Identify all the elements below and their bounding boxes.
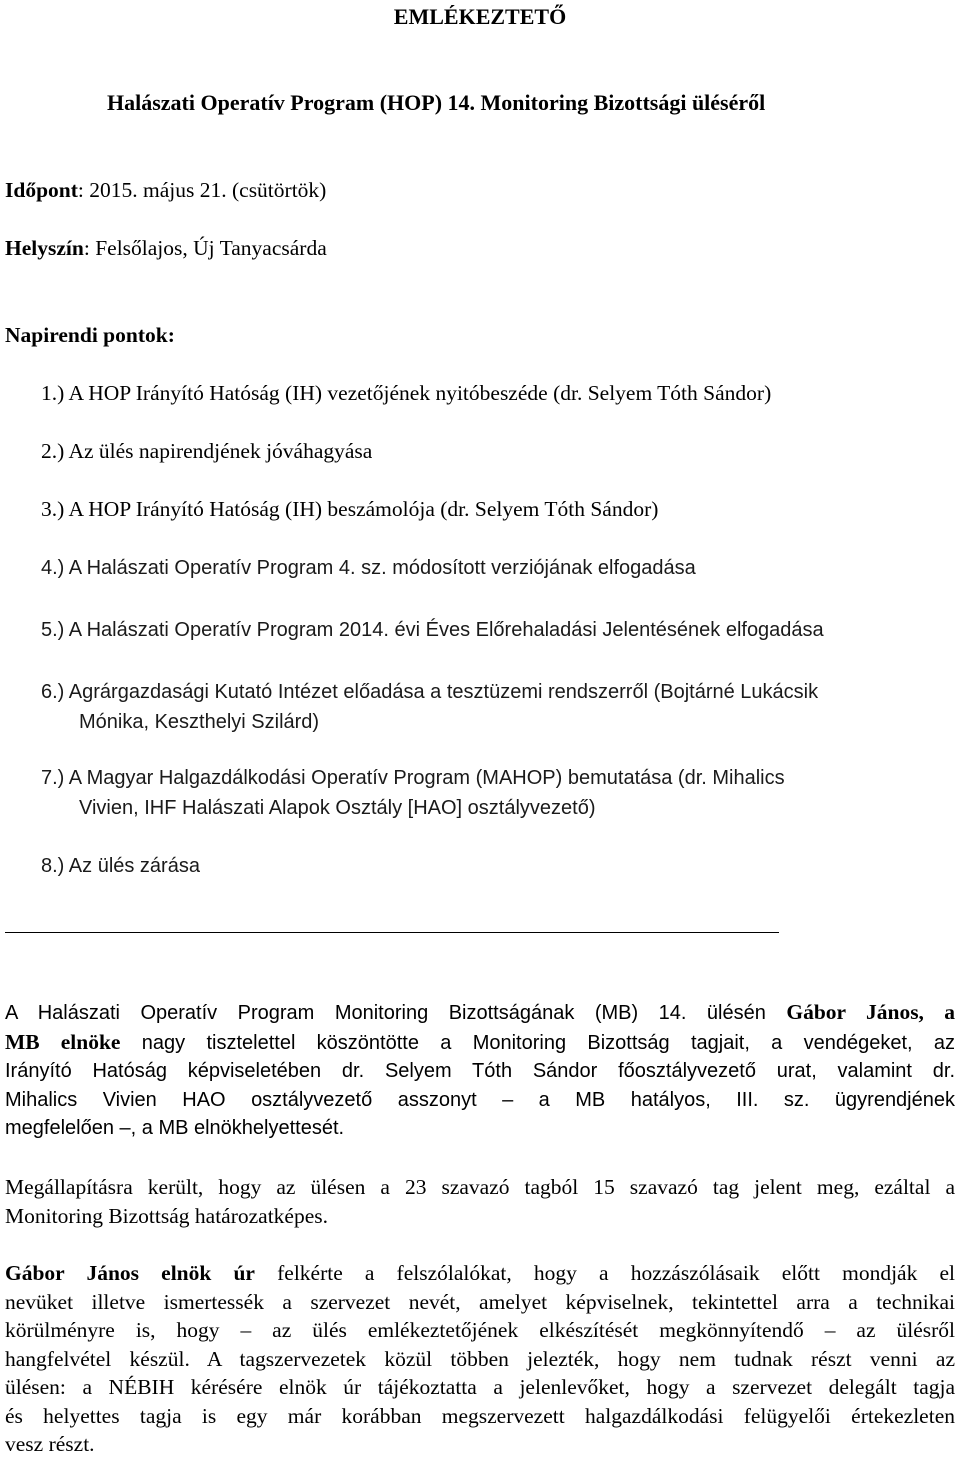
- agenda-item-7-line2: Vivien, IHF Halászati Alapok Osztály [HAO] osztályvezető): [79, 797, 596, 819]
- para3-line1: [5, 1259, 955, 1288]
- agenda-item-7: [41, 763, 785, 823]
- agenda-item-6-line2: Mónika, Keszthelyi Szilárd): [79, 711, 320, 733]
- para1-line2: [5, 1028, 955, 1058]
- para3-line3: körülményre is, hogy – az ülés emlékeztetőjének elkészítését megkönnyítendő – az ülésről: [5, 1318, 955, 1342]
- para1-line3: Irányító Hatóság képviseletében dr. Selyem Tóth Sándor főosztályvezető urat, valamint dr.: [5, 1060, 955, 1082]
- agenda-item-1: 1.) A HOP Irányító Hatóság (IH) vezetőjének nyitóbeszéde (dr. Selyem Tóth Sándor): [41, 381, 772, 405]
- para1-line4: Mihalics Vivien HAO osztályvezető asszonyt – a MB hatályos, III. sz. ügyrendjének: [5, 1088, 955, 1111]
- place-label: Helyszín: [5, 236, 84, 260]
- para1-chair-role: MB elnöke: [5, 1029, 121, 1054]
- para3-line7: vesz részt.: [5, 1432, 95, 1456]
- para1-line1-text: A Halászati Operatív Program Monitoring Bizottságának (MB) 14. ülésén: [5, 1002, 787, 1024]
- para1-line1: [5, 998, 955, 1028]
- para1-line5: megfelelően –, a MB elnökhelyettesét.: [5, 1117, 345, 1139]
- para2-line1: Megállapításra került, hogy az ülésen a 23 szavazó tagból 15 szavazó tag jelent meg, ezáltal a: [5, 1175, 955, 1199]
- time-value: : 2015. május 21. (csütörtök): [77, 178, 327, 202]
- agenda-item-4: 4.) A Halászati Operatív Program 4. sz. módosított verziójának elfogadása: [41, 557, 696, 579]
- place-value: : Felsőlajos, Új Tanyacsárda: [83, 236, 327, 260]
- para3-line1-text: felkérte a felszólalókat, hogy a hozzászólásaik előtt mondják el: [254, 1261, 955, 1285]
- section-divider: [5, 932, 779, 933]
- paragraph-speakers: [5, 1259, 955, 1459]
- agenda-item-2: 2.) Az ülés napirendjének jóváhagyása: [41, 439, 373, 463]
- agenda-item-6-line1: 6.) Agrárgazdasági Kutató Intézet előadása a tesztüzemi rendszerről (Bojtárné Lukácsik: [41, 681, 819, 703]
- paragraph-quorum: [5, 1173, 955, 1230]
- agenda-heading: Napirendi pontok:: [5, 323, 175, 347]
- para3-chair: Gábor János elnök úr: [5, 1261, 255, 1285]
- paragraph-opening: [5, 998, 955, 1143]
- meeting-time: [5, 178, 326, 203]
- para3-line5: ülésen: a NÉBIH kérésére elnök úr tájékoztatta a jelenlevőket, hogy a szervezet delegált tagja: [5, 1375, 955, 1399]
- para3-line4: hangfelvétel készül. A tagszervezetek közül többen jelezték, hogy nem tudnak részt venni az: [5, 1346, 955, 1371]
- para1-line2-text: nagy tisztelettel köszöntötte a Monitoring Bizottság tagjait, a vendégeket, az: [120, 1031, 956, 1054]
- para3-line2: nevüket illetve ismertessék a szervezet nevét, amelyet képviselnek, tekintettel arra a technikai: [5, 1289, 955, 1314]
- document-title: EMLÉKEZTETŐ: [393, 4, 567, 29]
- agenda-item-5: 5.) A Halászati Operatív Program 2014. évi Éves Előrehaladási Jelentésének elfogadása: [41, 619, 824, 641]
- meeting-place: [5, 236, 327, 261]
- document-subtitle: Halászati Operatív Program (HOP) 14. Monitoring Bizottsági üléséről: [107, 90, 766, 115]
- para2-line2: Monitoring Bizottság határozatképes.: [5, 1203, 329, 1228]
- agenda-item-3: 3.) A HOP Irányító Hatóság (IH) beszámolója (dr. Selyem Tóth Sándor): [41, 497, 659, 521]
- para3-line6: és helyettes tagja is egy már korábban megszervezett halgazdálkodási felügyelői értekezleten: [5, 1403, 955, 1428]
- agenda-item-7-line1: 7.) A Magyar Halgazdálkodási Operatív Program (MAHOP) bemutatása (dr. Mihalics: [41, 767, 785, 789]
- time-label: Időpont: [5, 178, 78, 202]
- agenda-item-8: 8.) Az ülés zárása: [41, 855, 200, 877]
- para1-chair-name: Gábor János, a: [786, 1000, 955, 1024]
- agenda-item-6: [41, 677, 818, 737]
